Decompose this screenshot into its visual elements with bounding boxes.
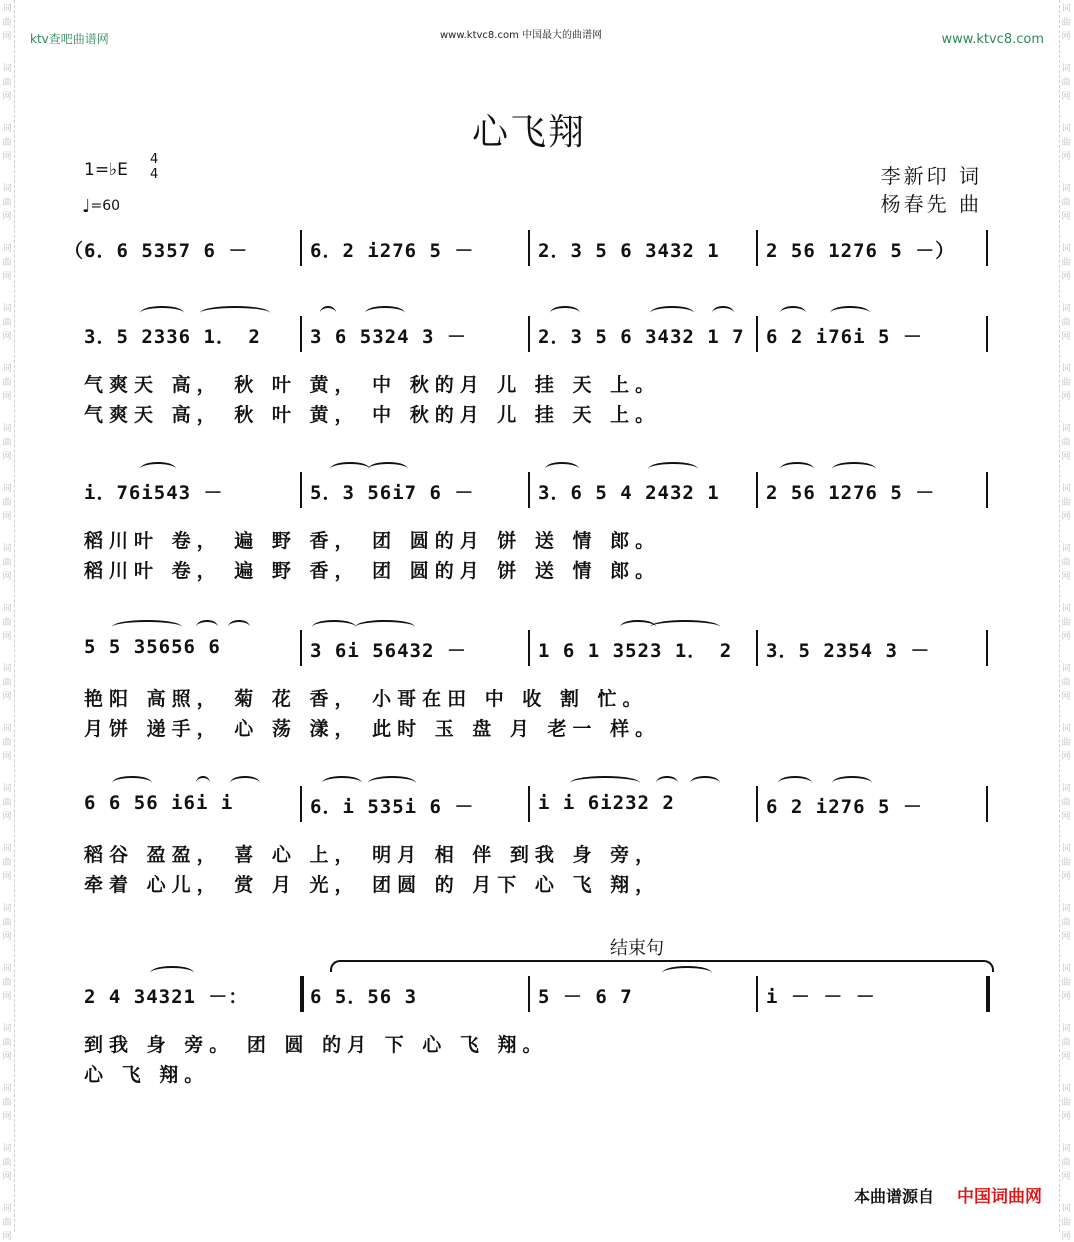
watermark-glyph: 网	[1061, 572, 1071, 582]
measure: i － － －	[766, 986, 876, 1008]
watermark-glyph: 词	[1061, 664, 1071, 674]
watermark-glyph: 词	[2, 904, 12, 914]
watermark-glyph: 网	[1061, 32, 1071, 42]
ending-bracket	[330, 960, 994, 972]
watermark-glyph: 网	[2, 32, 12, 42]
watermark-glyph: 词	[1061, 124, 1071, 134]
measure: 5 － 6 7	[538, 986, 633, 1008]
bar-line	[756, 976, 758, 1012]
bar-line	[756, 316, 758, 352]
slur	[368, 776, 416, 790]
watermark-glyph: 网	[2, 992, 12, 1002]
slur	[570, 776, 640, 790]
tempo-value: =60	[90, 198, 121, 214]
watermark-glyph: 词	[2, 4, 12, 14]
watermark-glyph: 词	[2, 724, 12, 734]
watermark-glyph: 词	[2, 304, 12, 314]
watermark-glyph: 网	[2, 1052, 12, 1062]
watermark-glyph: 网	[2, 452, 12, 462]
lyric-line: 稻川叶 卷， 遍 野 香， 团 圆的月 饼 送 情 郎。	[84, 560, 661, 582]
lyric-line: 稻川叶 卷， 遍 野 香， 团 圆的月 饼 送 情 郎。	[84, 530, 661, 552]
bar-line	[986, 472, 988, 508]
watermark-glyph: 词	[1061, 424, 1071, 434]
measure: i．76i543 －	[84, 482, 224, 504]
bar-line	[300, 230, 302, 266]
lyric-line: 月饼 递手， 心 荡 漾， 此时 玉 盘 月 老一 样。	[84, 718, 661, 740]
measure: 3 6i 56432 －	[310, 640, 467, 662]
lyric-line: 心 飞 翔。	[84, 1064, 210, 1086]
footer-source-label: 本曲谱源自	[853, 1187, 934, 1206]
slur	[712, 306, 734, 320]
watermark-glyph: 词	[1061, 184, 1071, 194]
key-signature: 1=♭E	[84, 160, 128, 180]
watermark-glyph: 词	[1061, 604, 1071, 614]
bar-line	[986, 976, 990, 1012]
slur	[656, 776, 678, 790]
watermark-glyph: 网	[2, 212, 12, 222]
watermark-glyph: 曲	[1061, 378, 1071, 388]
ending-label: 结束句	[610, 938, 664, 959]
watermark-glyph: 网	[2, 872, 12, 882]
watermark-glyph: 词	[1061, 64, 1071, 74]
watermark-glyph: 曲	[2, 1218, 12, 1228]
watermark-glyph: 词	[1061, 544, 1071, 554]
composer-credit: 杨春先 曲	[880, 192, 982, 216]
bar-line	[528, 630, 530, 666]
measure: 6 6 56 i6i i	[84, 792, 234, 814]
watermark-glyph: 网	[1061, 872, 1071, 882]
measure: 6 2 i76i 5 －	[766, 326, 923, 348]
site-tagline: www.ktvc8.com 中国最大的曲谱网	[440, 30, 603, 41]
watermark-glyph: 曲	[2, 138, 12, 148]
watermark-glyph: 词	[2, 364, 12, 374]
bar-line	[986, 230, 988, 266]
watermark-glyph: 曲	[2, 438, 12, 448]
slur	[196, 776, 210, 790]
lyric-line: 到我 身 旁。 团 圆 的月 下 心 飞 翔。	[84, 1034, 548, 1056]
slur	[832, 462, 876, 476]
watermark-glyph: 词	[2, 544, 12, 554]
watermark-glyph: 网	[1061, 752, 1071, 762]
slur	[545, 462, 579, 476]
bar-line	[528, 786, 530, 822]
watermark-glyph: 词	[2, 1024, 12, 1034]
watermark-glyph: 词	[1061, 1204, 1071, 1214]
watermark-glyph: 曲	[1061, 318, 1071, 328]
watermark-glyph: 曲	[1061, 678, 1071, 688]
watermark-glyph: 词	[1061, 964, 1071, 974]
slur	[230, 776, 260, 790]
measure: 6．i 535i 6 －	[310, 796, 475, 818]
watermark-glyph: 曲	[1061, 978, 1071, 988]
watermark-glyph: 词	[1061, 244, 1071, 254]
slur	[780, 306, 806, 320]
bar-line	[300, 316, 302, 352]
lyricist-credit: 李新印 词	[880, 164, 982, 188]
watermark-glyph: 网	[2, 932, 12, 942]
watermark-glyph: 词	[1061, 784, 1071, 794]
watermark-glyph: 网	[2, 1112, 12, 1122]
watermark-glyph: 曲	[1061, 78, 1071, 88]
watermark-glyph: 词	[2, 844, 12, 854]
time-signature	[150, 152, 158, 182]
bar-line	[300, 786, 302, 822]
watermark-glyph: 曲	[1061, 438, 1071, 448]
watermark-glyph: 曲	[2, 798, 12, 808]
watermark-glyph: 词	[1061, 484, 1071, 494]
measure: 2 4 34321 －：	[84, 986, 249, 1008]
song-title: 心飞翔	[472, 112, 587, 153]
watermark-glyph: 网	[1061, 452, 1071, 462]
watermark-glyph: 词	[1061, 724, 1071, 734]
bar-line	[300, 976, 304, 1012]
watermark-glyph: 网	[2, 632, 12, 642]
slur	[322, 776, 362, 790]
watermark-glyph: 词	[2, 1084, 12, 1094]
measure: 2 56 1276 5 －	[766, 482, 936, 504]
watermark-glyph: 曲	[1061, 198, 1071, 208]
watermark-glyph: 曲	[1061, 1158, 1071, 1168]
lyric-line: 稻谷 盈盈， 喜 心 上， 明月 相 伴 到我 身 旁，	[84, 844, 661, 866]
watermark-glyph: 曲	[1061, 1218, 1071, 1228]
bar-line	[300, 630, 302, 666]
watermark-glyph: 网	[2, 332, 12, 342]
watermark-glyph: 词	[1061, 904, 1071, 914]
watermark-glyph: 词	[2, 424, 12, 434]
measure: 3．6 5 4 2432 1	[538, 482, 720, 504]
watermark-glyph: 网	[1061, 932, 1071, 942]
watermark-glyph: 词	[1061, 364, 1071, 374]
measure: 6 2 i276 5 －	[766, 796, 923, 818]
bar-line	[756, 630, 758, 666]
slur	[650, 620, 720, 634]
site-name-left[interactable]: ktv查吧曲谱网	[30, 32, 109, 46]
watermark-glyph: 网	[1061, 212, 1071, 222]
footer-brand-link[interactable]: 中国词曲网	[957, 1187, 1042, 1207]
watermark-glyph: 词	[2, 604, 12, 614]
watermark-glyph: 词	[2, 184, 12, 194]
watermark-glyph: 网	[1061, 1052, 1071, 1062]
watermark-glyph: 曲	[2, 498, 12, 508]
bar-line	[528, 976, 530, 1012]
watermark-glyph: 词	[1061, 304, 1071, 314]
watermark-glyph: 词	[1061, 1084, 1071, 1094]
watermark-glyph: 曲	[1061, 858, 1071, 868]
watermark-glyph: 曲	[1061, 18, 1071, 28]
slur	[550, 306, 580, 320]
watermark-glyph: 词	[1061, 1144, 1071, 1154]
bar-line	[756, 472, 758, 508]
bar-line	[986, 316, 988, 352]
watermark-glyph: 词	[2, 964, 12, 974]
watermark-glyph: 词	[2, 124, 12, 134]
watermark-glyph: 曲	[1061, 918, 1071, 928]
watermark-glyph: 网	[1061, 812, 1071, 822]
watermark-glyph: 曲	[1061, 1098, 1071, 1108]
slur	[832, 776, 872, 790]
measure: 3．5 2354 3 －	[766, 640, 931, 662]
watermark-glyph: 网	[1061, 692, 1071, 702]
slur	[196, 620, 218, 634]
measure: 6 5．56 3	[310, 986, 418, 1008]
watermark-glyph: 曲	[1061, 258, 1071, 268]
watermark-glyph: 曲	[2, 258, 12, 268]
measure: 2．3 5 6 3432 1	[538, 240, 720, 262]
slur	[140, 306, 184, 320]
watermark-glyph: 网	[2, 1172, 12, 1182]
watermark-glyph: 网	[2, 1232, 12, 1242]
slur	[330, 462, 370, 476]
watermark-glyph: 网	[1061, 1172, 1071, 1182]
slur	[830, 306, 870, 320]
measure: 5．3 56i7 6 －	[310, 482, 475, 504]
watermark-glyph: 曲	[1061, 798, 1071, 808]
watermark-glyph: 曲	[2, 378, 12, 388]
watermark-glyph: 曲	[2, 858, 12, 868]
watermark-glyph: 曲	[1061, 498, 1071, 508]
watermark-glyph: 网	[2, 152, 12, 162]
watermark-glyph: 网	[2, 512, 12, 522]
watermark-glyph: 网	[1061, 1112, 1071, 1122]
watermark-glyph: 网	[1061, 152, 1071, 162]
watermark-glyph: 曲	[2, 738, 12, 748]
watermark-glyph: 网	[2, 272, 12, 282]
time-signature-top: 4	[150, 152, 159, 167]
watermark-glyph: 词	[1061, 4, 1071, 14]
watermark-glyph: 网	[1061, 992, 1071, 1002]
slur	[200, 306, 270, 320]
slur	[690, 776, 720, 790]
slur	[228, 620, 250, 634]
measure: 2 56 1276 5 －）	[766, 240, 956, 262]
slur	[312, 620, 356, 634]
watermark-glyph: 曲	[2, 558, 12, 568]
slur	[112, 776, 152, 790]
bar-line	[528, 472, 530, 508]
watermark-glyph: 网	[1061, 332, 1071, 342]
watermark-glyph: 词	[2, 1204, 12, 1214]
watermark-glyph: 曲	[1061, 1038, 1071, 1048]
time-signature-bottom: 4	[150, 167, 159, 182]
watermark-glyph: 曲	[1061, 558, 1071, 568]
watermark-glyph: 词	[2, 244, 12, 254]
measure: 2．3 5 6 3432 1 7	[538, 326, 745, 348]
watermark-glyph: 词	[2, 784, 12, 794]
watermark-glyph: 曲	[1061, 138, 1071, 148]
lyric-line: 牵着 心儿， 赏 月 光， 团圆 的 月下 心 飞 翔，	[84, 874, 661, 896]
watermark-glyph: 网	[2, 692, 12, 702]
watermark-glyph: 词	[2, 664, 12, 674]
bar-line	[528, 316, 530, 352]
measure: （6．6 5357 6 －	[64, 240, 249, 262]
watermark-glyph: 曲	[2, 1038, 12, 1048]
site-url-right[interactable]: www.ktvc8.com	[941, 32, 1044, 47]
watermark-glyph: 曲	[2, 318, 12, 328]
watermark-glyph: 曲	[2, 1158, 12, 1168]
watermark-glyph: 词	[2, 484, 12, 494]
watermark-glyph: 曲	[1061, 618, 1071, 628]
watermark-glyph: 曲	[2, 618, 12, 628]
measure: 3 6 5324 3 －	[310, 326, 467, 348]
measure: i i 6i232 2	[538, 792, 675, 814]
quarter-note-icon: ♩	[82, 196, 91, 217]
tempo-marking	[82, 196, 120, 217]
slur	[650, 306, 694, 320]
watermark-glyph: 曲	[1061, 738, 1071, 748]
watermark-glyph: 曲	[2, 78, 12, 88]
bar-line	[756, 786, 758, 822]
measure: 6．2 i276 5 －	[310, 240, 475, 262]
watermark-glyph: 网	[1061, 392, 1071, 402]
lyric-line: 气爽天 高， 秋 叶 黄， 中 秋的月 儿 挂 天 上。	[84, 374, 661, 396]
bar-line	[528, 230, 530, 266]
lyric-line: 气爽天 高， 秋 叶 黄， 中 秋的月 儿 挂 天 上。	[84, 404, 661, 426]
watermark-glyph: 网	[1061, 92, 1071, 102]
watermark-glyph: 网	[2, 392, 12, 402]
slur	[648, 462, 698, 476]
watermark-glyph: 网	[2, 752, 12, 762]
watermark-glyph: 曲	[2, 678, 12, 688]
measure: 1 6 1 3523 1． 2	[538, 640, 733, 662]
watermark-glyph: 网	[2, 812, 12, 822]
watermark-glyph: 网	[2, 92, 12, 102]
slur	[780, 462, 814, 476]
bar-line	[986, 630, 988, 666]
watermark-glyph: 网	[1061, 512, 1071, 522]
watermark-glyph: 词	[1061, 844, 1071, 854]
slur	[140, 462, 176, 476]
measure: 5 5 35656 6	[84, 636, 221, 658]
watermark-glyph: 词	[1061, 1024, 1071, 1034]
slur	[320, 306, 336, 320]
watermark-glyph: 曲	[2, 1098, 12, 1108]
bar-line	[300, 472, 302, 508]
watermark-glyph: 曲	[2, 18, 12, 28]
slur	[778, 776, 812, 790]
bar-line	[986, 786, 988, 822]
bar-line	[756, 230, 758, 266]
slur	[150, 966, 194, 980]
watermark-glyph: 曲	[2, 978, 12, 988]
watermark-glyph: 词	[2, 64, 12, 74]
watermark-glyph: 曲	[2, 918, 12, 928]
watermark-glyph: 网	[2, 572, 12, 582]
watermark-glyph: 词	[2, 1144, 12, 1154]
slur	[112, 620, 182, 634]
watermark-glyph: 网	[1061, 632, 1071, 642]
slur	[365, 306, 405, 320]
watermark-glyph: 网	[1061, 1232, 1071, 1242]
watermark-glyph: 网	[1061, 272, 1071, 282]
measure: 3．5 2336 1． 2	[84, 326, 261, 348]
slur	[368, 462, 408, 476]
slur	[355, 620, 415, 634]
watermark-glyph: 曲	[2, 198, 12, 208]
lyric-line: 艳阳 高照， 菊 花 香， 小哥在田 中 收 割 忙。	[84, 688, 648, 710]
